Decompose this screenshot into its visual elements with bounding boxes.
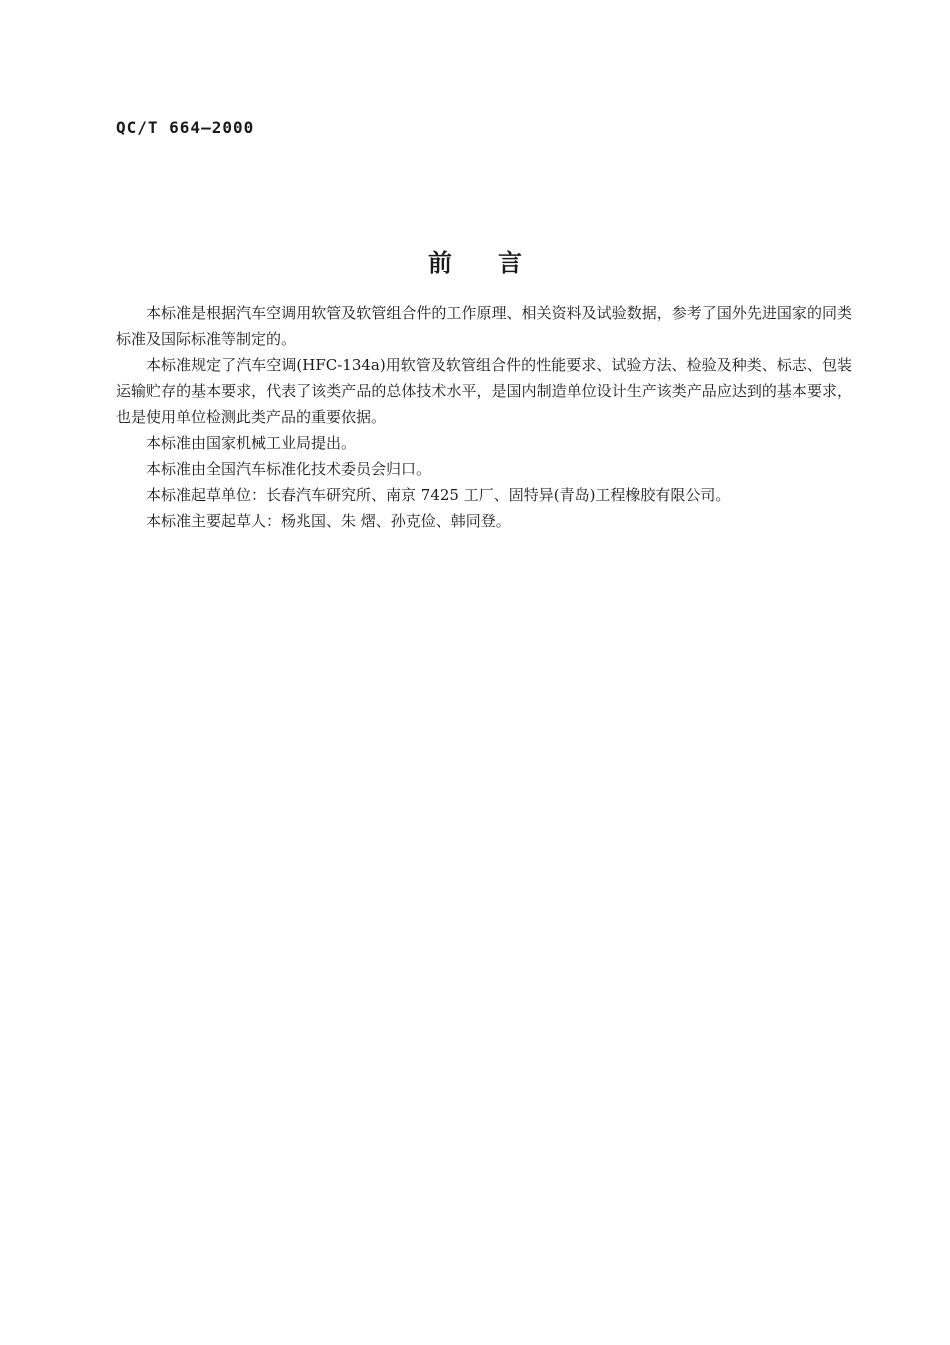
paragraph: 本标准起草单位：长春汽车研究所、南京 7425 工厂、固特异(青岛)工程橡胶有限公司。 xyxy=(146,486,731,504)
section-title: 前言 xyxy=(428,249,568,277)
paragraph: 本标准由国家机械工业局提出。 xyxy=(146,434,357,452)
foreword-body xyxy=(116,300,852,534)
paragraph: 本标准是根据汽车空调用软管及软管组合件的工作原理、相关资料及试验数据，参考了国外先进国家的同类标准及国际标准等制定的。 xyxy=(116,304,852,348)
paragraph: 本标准主要起草人：杨兆国、朱 熠、孙克俭、韩同登。 xyxy=(146,512,511,530)
standard-number: QC/T 664—2000 xyxy=(116,118,255,137)
paragraph: 本标准规定了汽车空调(HFC-134a)用软管及软管组合件的性能要求、试验方法、检验及种类、标志、包装运输贮存的基本要求，代表了该类产品的总体技术水平，是国内制造单位设计生产该类产品应达到的基本要求，也是使用单位检测此类产品的重要依据。 xyxy=(116,356,852,426)
paragraph: 本标准由全国汽车标准化技术委员会归口。 xyxy=(146,460,432,478)
